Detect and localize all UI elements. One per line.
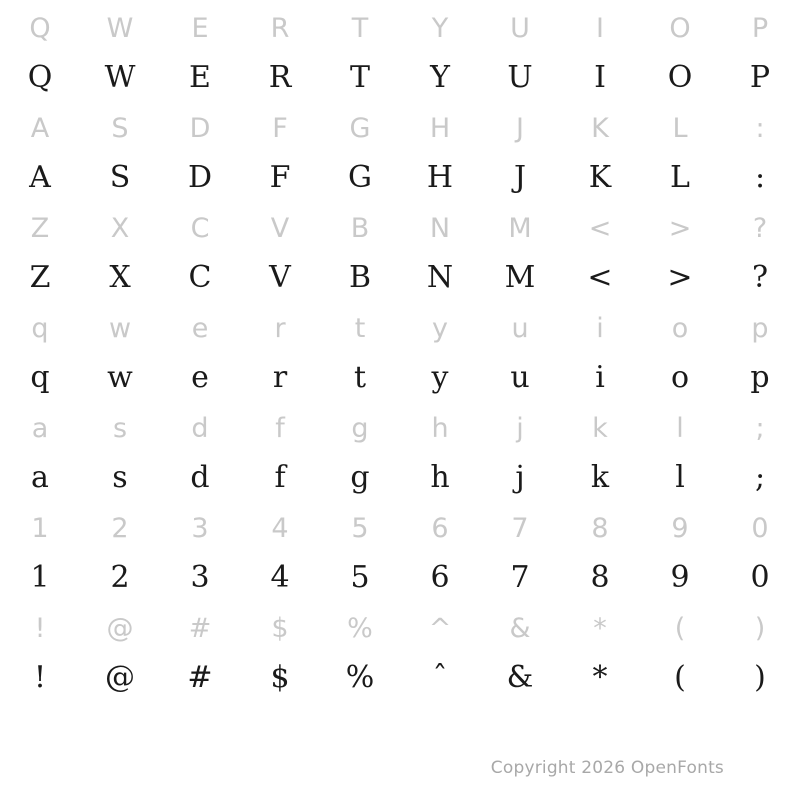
- sample-glyph: 8: [590, 560, 610, 595]
- reference-glyph: 6: [431, 512, 449, 544]
- reference-glyph: 5: [351, 512, 369, 544]
- reference-glyph: E: [191, 12, 209, 44]
- sample-glyph: ): [754, 660, 766, 695]
- reference-glyph: i: [596, 312, 604, 344]
- sample-glyph: P: [749, 60, 771, 95]
- reference-glyph: F: [272, 112, 288, 144]
- sample-glyph: M: [504, 260, 536, 295]
- reference-glyph: Z: [30, 212, 50, 244]
- reference-glyph: U: [510, 12, 530, 44]
- reference-glyph: w: [108, 312, 132, 344]
- sample-row: [0, 552, 800, 604]
- sample-glyph: A: [29, 160, 51, 195]
- reference-glyph: j: [516, 412, 524, 444]
- sample-glyph: u: [510, 360, 530, 395]
- sample-glyph: Z: [29, 260, 51, 295]
- sample-glyph: V: [269, 260, 291, 295]
- sample-glyph: 2: [110, 560, 130, 595]
- sample-glyph: ?: [751, 260, 769, 295]
- sample-glyph: s: [112, 460, 128, 495]
- sample-row: [0, 252, 800, 304]
- sample-glyph: 7: [510, 560, 530, 595]
- reference-glyph: B: [350, 212, 370, 244]
- reference-glyph: 3: [191, 512, 209, 544]
- sample-glyph: $: [270, 660, 290, 695]
- sample-glyph: @: [105, 660, 135, 695]
- sample-glyph: w: [107, 360, 133, 395]
- sample-glyph: a: [31, 460, 49, 495]
- sample-glyph: k: [590, 460, 610, 495]
- sample-row: [0, 152, 800, 204]
- reference-glyph: M: [508, 212, 532, 244]
- reference-row: [0, 4, 800, 52]
- reference-glyph: P: [751, 12, 769, 44]
- reference-glyph: f: [275, 412, 285, 444]
- sample-glyph: p: [750, 360, 770, 395]
- sample-glyph: >: [667, 260, 693, 295]
- reference-row: [0, 204, 800, 252]
- sample-glyph: <: [587, 260, 613, 295]
- reference-glyph: :: [755, 112, 765, 144]
- reference-glyph: *: [593, 612, 607, 644]
- sample-glyph: J: [513, 160, 527, 195]
- sample-glyph: *: [592, 660, 608, 695]
- sample-glyph: g: [350, 460, 370, 495]
- reference-glyph: D: [189, 112, 211, 144]
- glyph-row-group: [0, 204, 800, 304]
- reference-glyph: L: [672, 112, 688, 144]
- sample-glyph: I: [594, 60, 606, 95]
- reference-glyph: X: [110, 212, 130, 244]
- reference-glyph: 2: [111, 512, 129, 544]
- sample-glyph: %: [345, 660, 375, 695]
- reference-row: [0, 504, 800, 552]
- sample-glyph: Q: [27, 60, 53, 95]
- reference-row: [0, 404, 800, 452]
- reference-glyph: 8: [591, 512, 609, 544]
- reference-glyph: H: [429, 112, 451, 144]
- reference-glyph: I: [596, 12, 604, 44]
- glyph-row-group: [0, 604, 800, 704]
- sample-glyph: 3: [190, 560, 210, 595]
- reference-glyph: s: [112, 412, 128, 444]
- reference-glyph: ): [754, 612, 766, 644]
- reference-glyph: K: [591, 112, 609, 144]
- reference-glyph: u: [511, 312, 529, 344]
- sample-glyph: U: [507, 60, 533, 95]
- sample-glyph: d: [190, 460, 210, 495]
- sample-glyph: l: [675, 460, 685, 495]
- sample-glyph: r: [272, 360, 288, 395]
- reference-glyph: N: [429, 212, 451, 244]
- glyph-row-group: [0, 4, 800, 104]
- reference-glyph: &: [509, 612, 531, 644]
- glyph-row-group: [0, 404, 800, 504]
- sample-glyph: t: [353, 360, 367, 395]
- sample-glyph: :: [754, 160, 766, 195]
- sample-glyph: K: [588, 160, 612, 195]
- reference-glyph: ?: [752, 212, 768, 244]
- reference-glyph: 0: [751, 512, 769, 544]
- copyright-notice: Copyright 2026 OpenFonts: [490, 758, 724, 778]
- sample-glyph: L: [670, 160, 690, 195]
- sample-glyph: Y: [430, 60, 450, 95]
- sample-glyph: 0: [750, 560, 770, 595]
- sample-glyph: N: [426, 260, 454, 295]
- sample-glyph: f: [274, 460, 286, 495]
- reference-glyph: W: [106, 12, 134, 44]
- reference-glyph: S: [111, 112, 129, 144]
- reference-glyph: R: [270, 12, 290, 44]
- reference-glyph: a: [31, 412, 49, 444]
- sample-glyph: C: [188, 260, 212, 295]
- reference-glyph: T: [351, 12, 369, 44]
- reference-glyph: (: [674, 612, 686, 644]
- sample-glyph: E: [189, 60, 211, 95]
- sample-glyph: 4: [270, 560, 290, 595]
- reference-glyph: p: [751, 312, 769, 344]
- reference-glyph: $: [271, 612, 289, 644]
- reference-glyph: V: [270, 212, 290, 244]
- glyph-row-group: [0, 504, 800, 604]
- sample-glyph: q: [30, 360, 50, 395]
- reference-glyph: 7: [511, 512, 529, 544]
- reference-glyph: %: [347, 612, 373, 644]
- reference-glyph: #: [188, 612, 212, 644]
- reference-glyph: ^: [428, 612, 452, 644]
- sample-glyph: D: [187, 160, 213, 195]
- reference-glyph: l: [676, 412, 684, 444]
- sample-glyph: F: [269, 160, 291, 195]
- reference-glyph: k: [592, 412, 608, 444]
- sample-glyph: !: [33, 660, 47, 695]
- sample-glyph: e: [191, 360, 209, 395]
- sample-glyph: y: [431, 360, 449, 395]
- reference-glyph: h: [431, 412, 449, 444]
- sample-glyph: T: [349, 60, 370, 95]
- sample-glyph: X: [109, 260, 131, 295]
- reference-glyph: e: [191, 312, 209, 344]
- reference-glyph: !: [34, 612, 46, 644]
- reference-glyph: g: [351, 412, 369, 444]
- reference-row: [0, 604, 800, 652]
- reference-glyph: Q: [29, 12, 51, 44]
- reference-glyph: 1: [31, 512, 49, 544]
- glyph-row-group: [0, 104, 800, 204]
- sample-row: [0, 652, 800, 704]
- sample-glyph: W: [104, 60, 136, 95]
- sample-glyph: O: [667, 60, 693, 95]
- reference-glyph: >: [668, 212, 692, 244]
- reference-glyph: J: [516, 112, 524, 144]
- reference-glyph: t: [354, 312, 366, 344]
- sample-glyph: ;: [754, 460, 766, 495]
- glyph-row-group: [0, 304, 800, 404]
- sample-glyph: (: [674, 660, 686, 695]
- reference-glyph: ;: [755, 412, 765, 444]
- reference-glyph: 9: [671, 512, 689, 544]
- sample-glyph: R: [268, 60, 292, 95]
- reference-row: [0, 304, 800, 352]
- reference-glyph: A: [30, 112, 50, 144]
- sample-row: [0, 52, 800, 104]
- reference-glyph: y: [432, 312, 448, 344]
- reference-glyph: O: [669, 12, 691, 44]
- reference-row: [0, 104, 800, 152]
- sample-glyph: #: [187, 660, 213, 695]
- sample-glyph: ˆ: [432, 660, 448, 695]
- reference-glyph: C: [190, 212, 210, 244]
- reference-glyph: o: [671, 312, 689, 344]
- reference-glyph: q: [31, 312, 49, 344]
- reference-glyph: d: [191, 412, 209, 444]
- sample-glyph: 5: [350, 560, 370, 595]
- sample-glyph: 9: [670, 560, 690, 595]
- sample-glyph: H: [426, 160, 454, 195]
- reference-glyph: G: [349, 112, 371, 144]
- reference-glyph: 4: [271, 512, 289, 544]
- reference-glyph: Y: [431, 12, 449, 44]
- sample-glyph: 1: [30, 560, 50, 595]
- reference-glyph: <: [588, 212, 612, 244]
- sample-glyph: o: [670, 360, 690, 395]
- sample-glyph: 6: [430, 560, 450, 595]
- sample-glyph: S: [109, 160, 131, 195]
- sample-row: [0, 352, 800, 404]
- sample-glyph: j: [515, 460, 525, 495]
- sample-glyph: B: [348, 260, 372, 295]
- sample-glyph: h: [430, 460, 450, 495]
- sample-glyph: &: [506, 660, 534, 695]
- reference-glyph: r: [274, 312, 286, 344]
- reference-glyph: @: [106, 612, 134, 644]
- sample-row: [0, 452, 800, 504]
- sample-glyph: i: [595, 360, 605, 395]
- sample-glyph: G: [348, 160, 372, 195]
